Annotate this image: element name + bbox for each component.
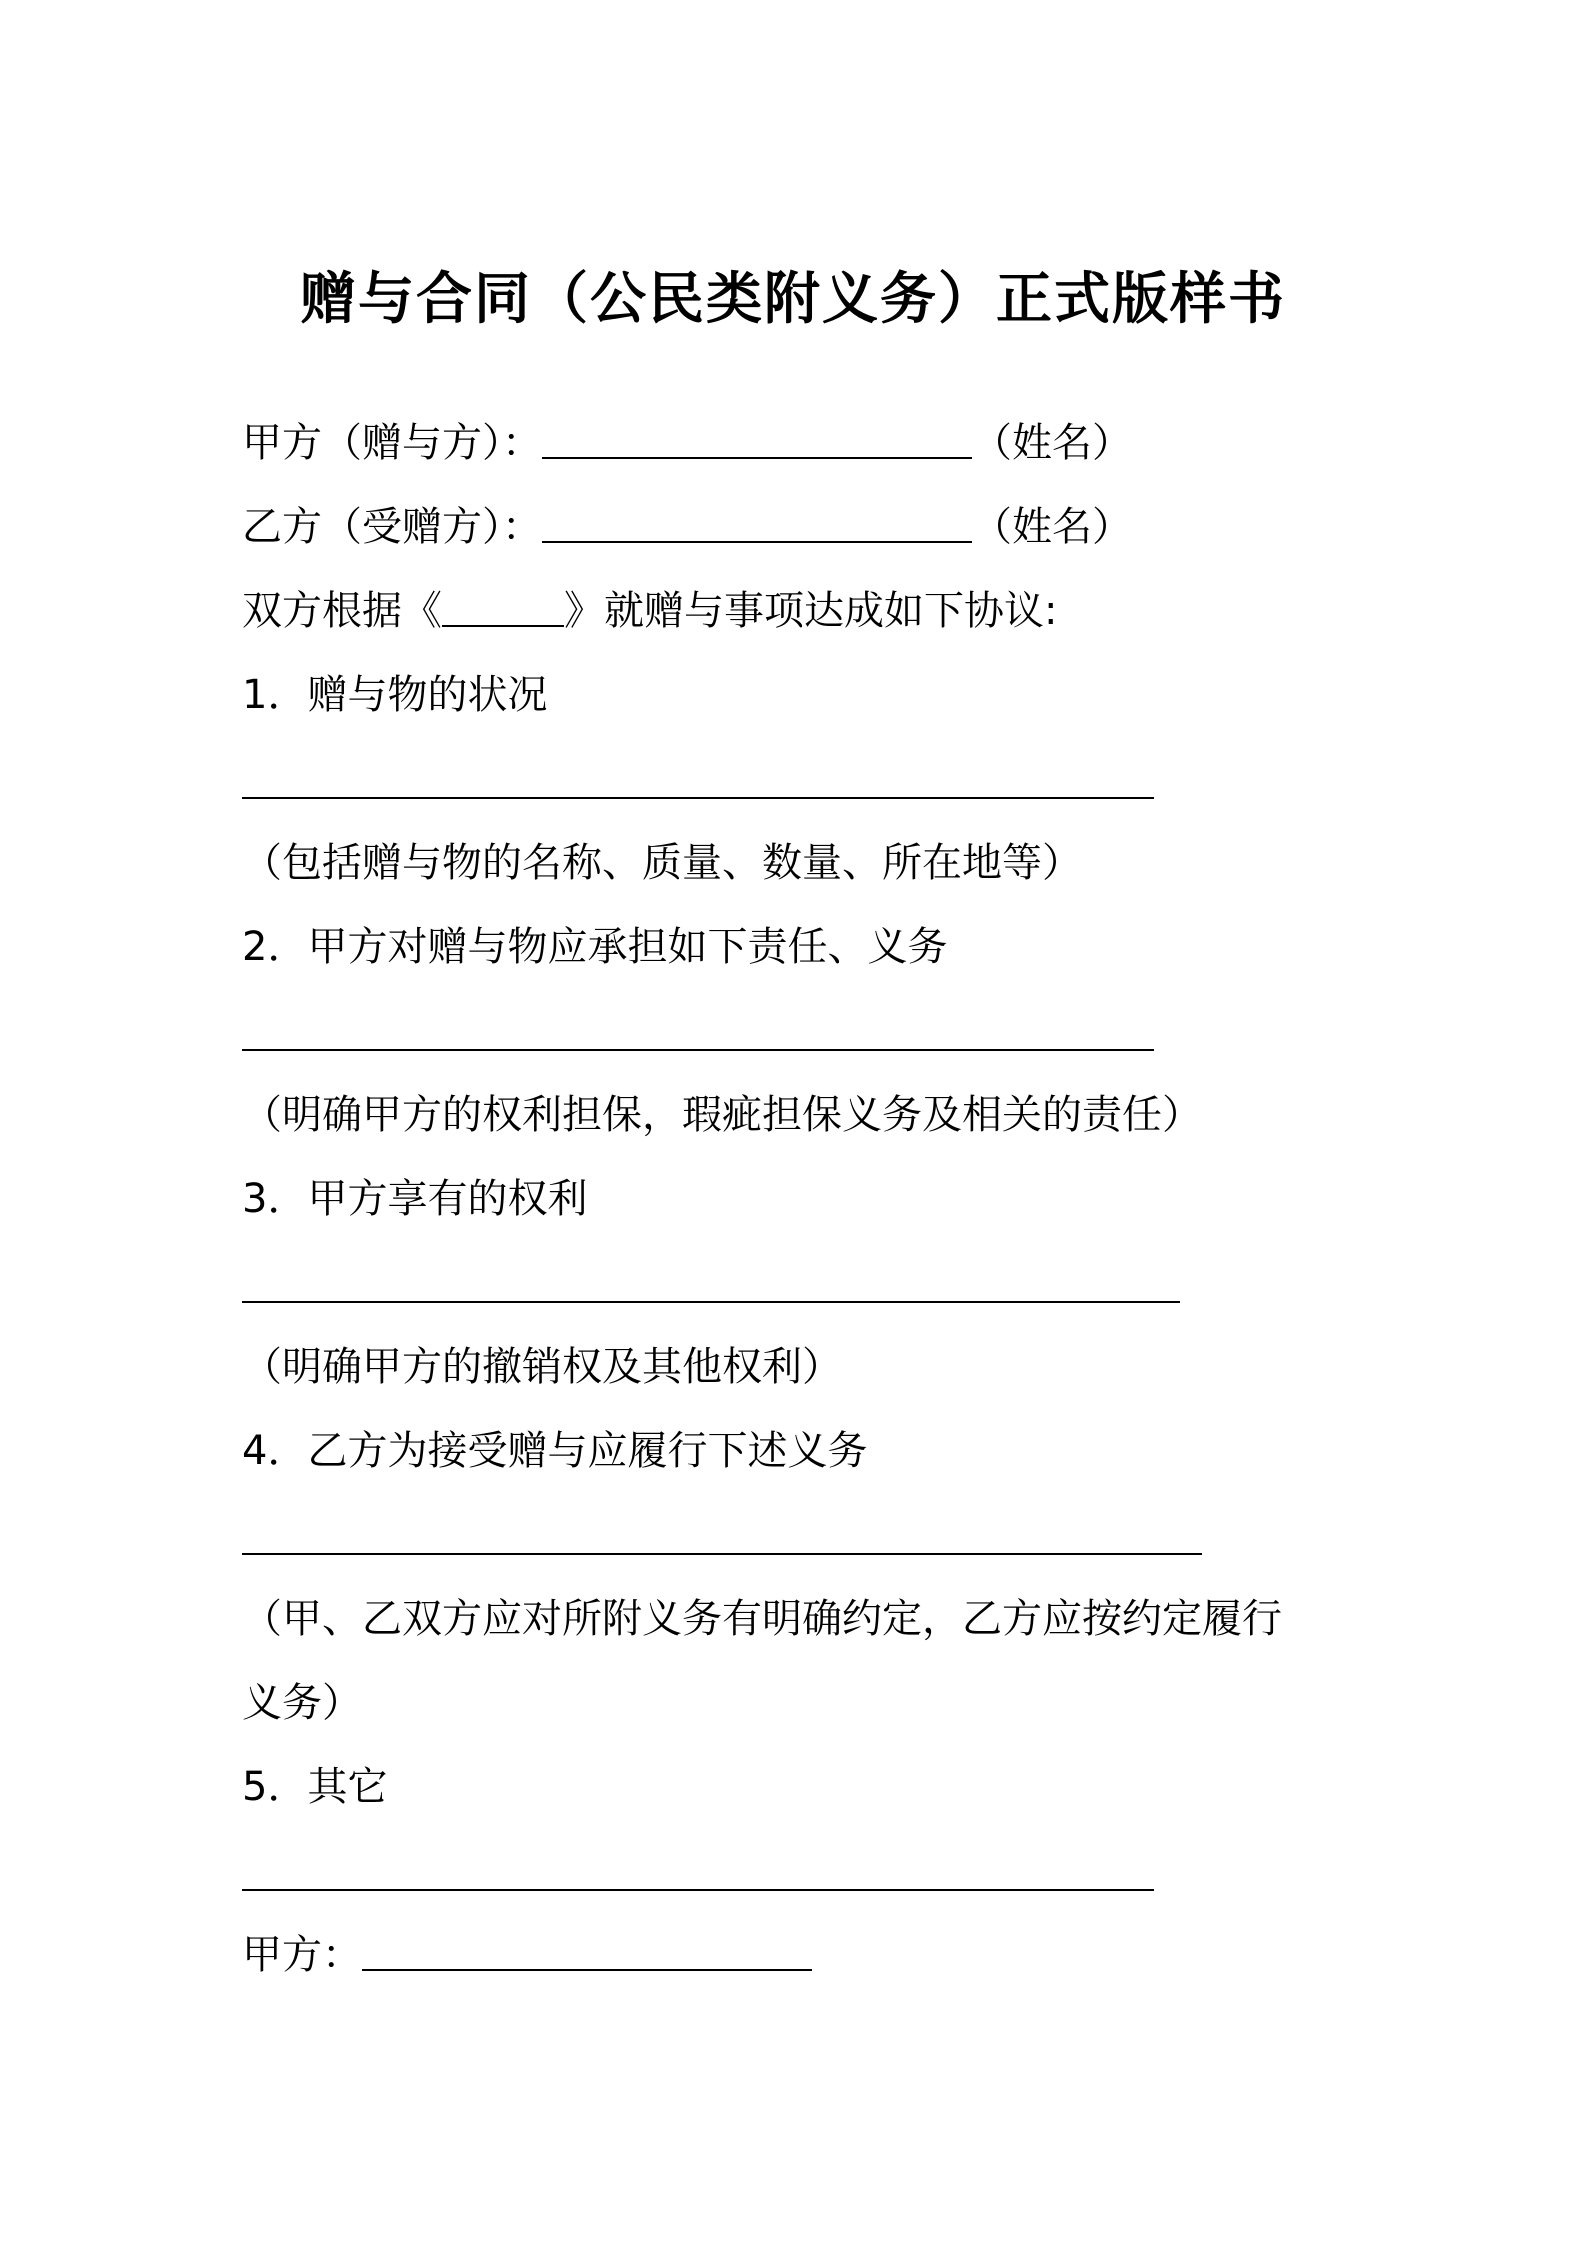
section-3-fill-line[interactable] [242,1301,1180,1303]
law-name-blank[interactable] [442,581,564,627]
section-1-note: （包括赠与物的名称、质量、数量、所在地等） [242,840,1082,886]
party-a-name-blank[interactable] [542,413,972,459]
party-b-name-suffix: （姓名） [972,504,1132,550]
section-2-fill-line[interactable] [242,1049,1154,1051]
section-4-note-line-2: 义务） [242,1680,362,1726]
party-a-line [242,413,1132,473]
section-1-heading: 1．赠与物的状况 [242,672,548,718]
section-4-fill-line[interactable] [242,1553,1202,1555]
intro-before: 双方根据《 [242,588,442,634]
signature-blank[interactable] [362,1925,812,1971]
section-2-note: （明确甲方的权利担保，瑕疵担保义务及相关的责任） [242,1092,1202,1138]
party-a-label: 甲方（赠与方）： [242,420,542,466]
signature-line [242,1925,812,1985]
section-4-note-line-1: （甲、乙双方应对所附义务有明确约定，乙方应按约定履行 [242,1596,1282,1642]
section-1-fill-line[interactable] [242,797,1154,799]
section-4-heading: 4．乙方为接受赠与应履行下述义务 [242,1428,868,1474]
section-3-note: （明确甲方的撤销权及其他权利） [242,1344,842,1390]
section-3-heading: 3．甲方享有的权利 [242,1176,588,1222]
party-a-name-suffix: （姓名） [972,420,1132,466]
signature-label: 甲方： [242,1932,362,1978]
party-b-name-blank[interactable] [542,497,972,543]
intro-after: 》就赠与事项达成如下协议: [564,588,1058,634]
intro-line [242,581,1057,641]
section-5-heading: 5．其它 [242,1764,388,1810]
party-b-line [242,497,1132,557]
section-5-fill-line[interactable] [242,1889,1154,1891]
party-b-label: 乙方（受赠方）： [242,504,542,550]
document-title: 赠与合同（公民类附义务）正式版样书 [300,267,1286,332]
section-2-heading: 2．甲方对赠与物应承担如下责任、义务 [242,924,948,970]
